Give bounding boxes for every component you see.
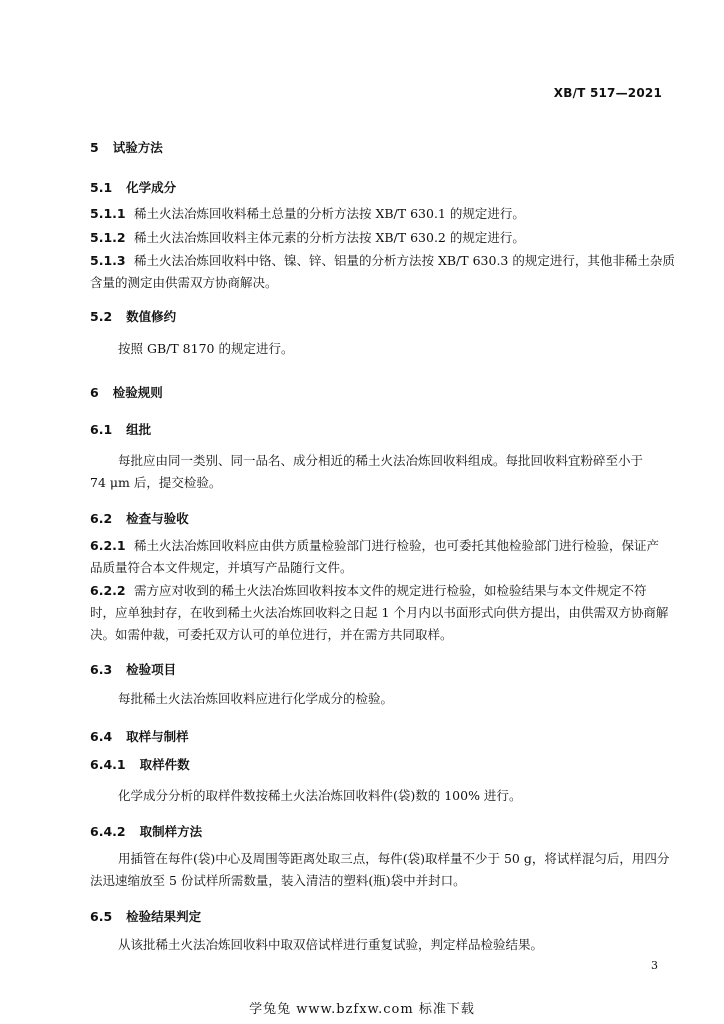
clause-6-2-2 <box>90 580 669 646</box>
section-title: 化学成分 <box>126 180 177 195</box>
clause-text: 稀土火法冶炼回收料中铬、镍、锌、铝量的分析方法按 XB/T 630.3 的规定进行，其他非稀土杂质 <box>134 253 675 268</box>
clause-text: 需方应对收到的稀土火法冶炼回收料按本文件的规定进行检验，如检验结果与本文件规定不符 <box>134 583 647 598</box>
section-number: 6.2 <box>90 511 113 526</box>
section-5-2-text: 按照 GB/T 8170 的规定进行。 <box>118 341 294 356</box>
footer-watermark[interactable]: 学兔兔 www.bzfxw.com 标准下载 <box>249 1002 475 1017</box>
paragraph-line: 法迅速缩放至 5 份试样所需数量，装入清洁的塑料(瓶)袋中并封口。 <box>90 873 466 888</box>
clause-5-1-3 <box>90 250 675 294</box>
section-title: 取样件数 <box>139 757 190 772</box>
clause-number: 5.1.3 <box>90 253 126 268</box>
section-number: 6.4.2 <box>90 824 126 839</box>
section-title: 检验项目 <box>126 662 177 677</box>
clause-6-2-1 <box>90 535 660 579</box>
clause-number: 5.1.2 <box>90 230 126 245</box>
paragraph-line: 用插管在每件(袋)中心及周围等距离处取三点，每件(袋)取样量不少于 50 g，将试样混匀后，用四分 <box>118 851 670 866</box>
section-6-3-heading <box>90 660 176 678</box>
section-6-1-text <box>90 450 660 494</box>
clause-text: 含量的测定由供需双方协商解决。 <box>90 275 278 290</box>
section-title: 组批 <box>126 422 152 437</box>
section-6-heading <box>90 383 163 401</box>
section-6-2-heading <box>90 509 189 527</box>
section-title: 检验规则 <box>112 385 163 400</box>
section-6-4-heading <box>90 727 189 745</box>
clause-text: 品质量符合本文件规定，并填写产品随行文件。 <box>90 560 353 575</box>
section-6-4-1-heading <box>90 755 190 773</box>
clause-number: 6.2.1 <box>90 538 126 553</box>
clause-text: 稀土火法冶炼回收料稀土总量的分析方法按 XB/T 630.1 的规定进行。 <box>134 206 525 221</box>
page-number: 3 <box>651 959 658 972</box>
section-number: 6.3 <box>90 662 113 677</box>
section-5-1-heading <box>90 178 176 196</box>
section-6-4-2-heading <box>90 822 202 840</box>
section-number: 6.1 <box>90 422 113 437</box>
section-title: 试验方法 <box>112 140 163 155</box>
clause-text: 决。如需仲裁，可委托双方认可的单位进行，并在需方共同取样。 <box>90 627 453 642</box>
section-title: 检验结果判定 <box>126 909 202 924</box>
section-number: 5 <box>90 140 99 155</box>
section-number: 5.1 <box>90 180 113 195</box>
section-number: 6.5 <box>90 909 113 924</box>
standard-code: XB/T 517—2021 <box>553 86 662 100</box>
clause-text: 时，应单独封存，在收到稀土火法冶炼回收料之日起 1 个月内以书面形式向供方提出，由供需双方协商解 <box>90 605 669 620</box>
section-number: 6.4.1 <box>90 757 126 772</box>
clause-text: 稀土火法冶炼回收料应由供方质量检验部门进行检验，也可委托其他检验部门进行检验，保证产 <box>134 538 660 553</box>
section-title: 取样与制样 <box>126 729 189 744</box>
section-6-4-2-text <box>90 848 670 892</box>
section-number: 6.4 <box>90 729 113 744</box>
section-6-4-1-text: 化学成分分析的取样件数按稀土火法冶炼回收料件(袋)数的 100% 进行。 <box>118 788 522 803</box>
section-title: 数值修约 <box>126 309 177 324</box>
section-6-5-heading <box>90 907 201 925</box>
section-title: 取制样方法 <box>139 824 203 839</box>
paragraph-line: 74 μm 后，提交检验。 <box>90 475 222 490</box>
section-5-2-heading <box>90 307 176 325</box>
section-number: 6 <box>90 385 99 400</box>
clause-number: 6.2.2 <box>90 583 126 598</box>
section-6-3-text: 每批稀土火法冶炼回收料应进行化学成分的检验。 <box>118 691 394 706</box>
section-6-1-heading <box>90 420 151 438</box>
clause-5-1-1 <box>90 203 660 225</box>
clause-number: 5.1.1 <box>90 206 126 221</box>
paragraph-line: 每批应由同一类别、同一品名、成分相近的稀土火法冶炼回收料组成。每批回收料宜粉碎至小于 <box>118 453 644 468</box>
section-5-heading <box>90 138 163 156</box>
section-title: 检查与验收 <box>126 511 189 526</box>
section-number: 5.2 <box>90 309 113 324</box>
section-6-5-text: 从该批稀土火法冶炼回收料中取双倍试样进行重复试验，判定样品检验结果。 <box>118 937 544 952</box>
clause-text: 稀土火法冶炼回收料主体元素的分析方法按 XB/T 630.2 的规定进行。 <box>134 230 525 245</box>
clause-5-1-2 <box>90 227 660 249</box>
